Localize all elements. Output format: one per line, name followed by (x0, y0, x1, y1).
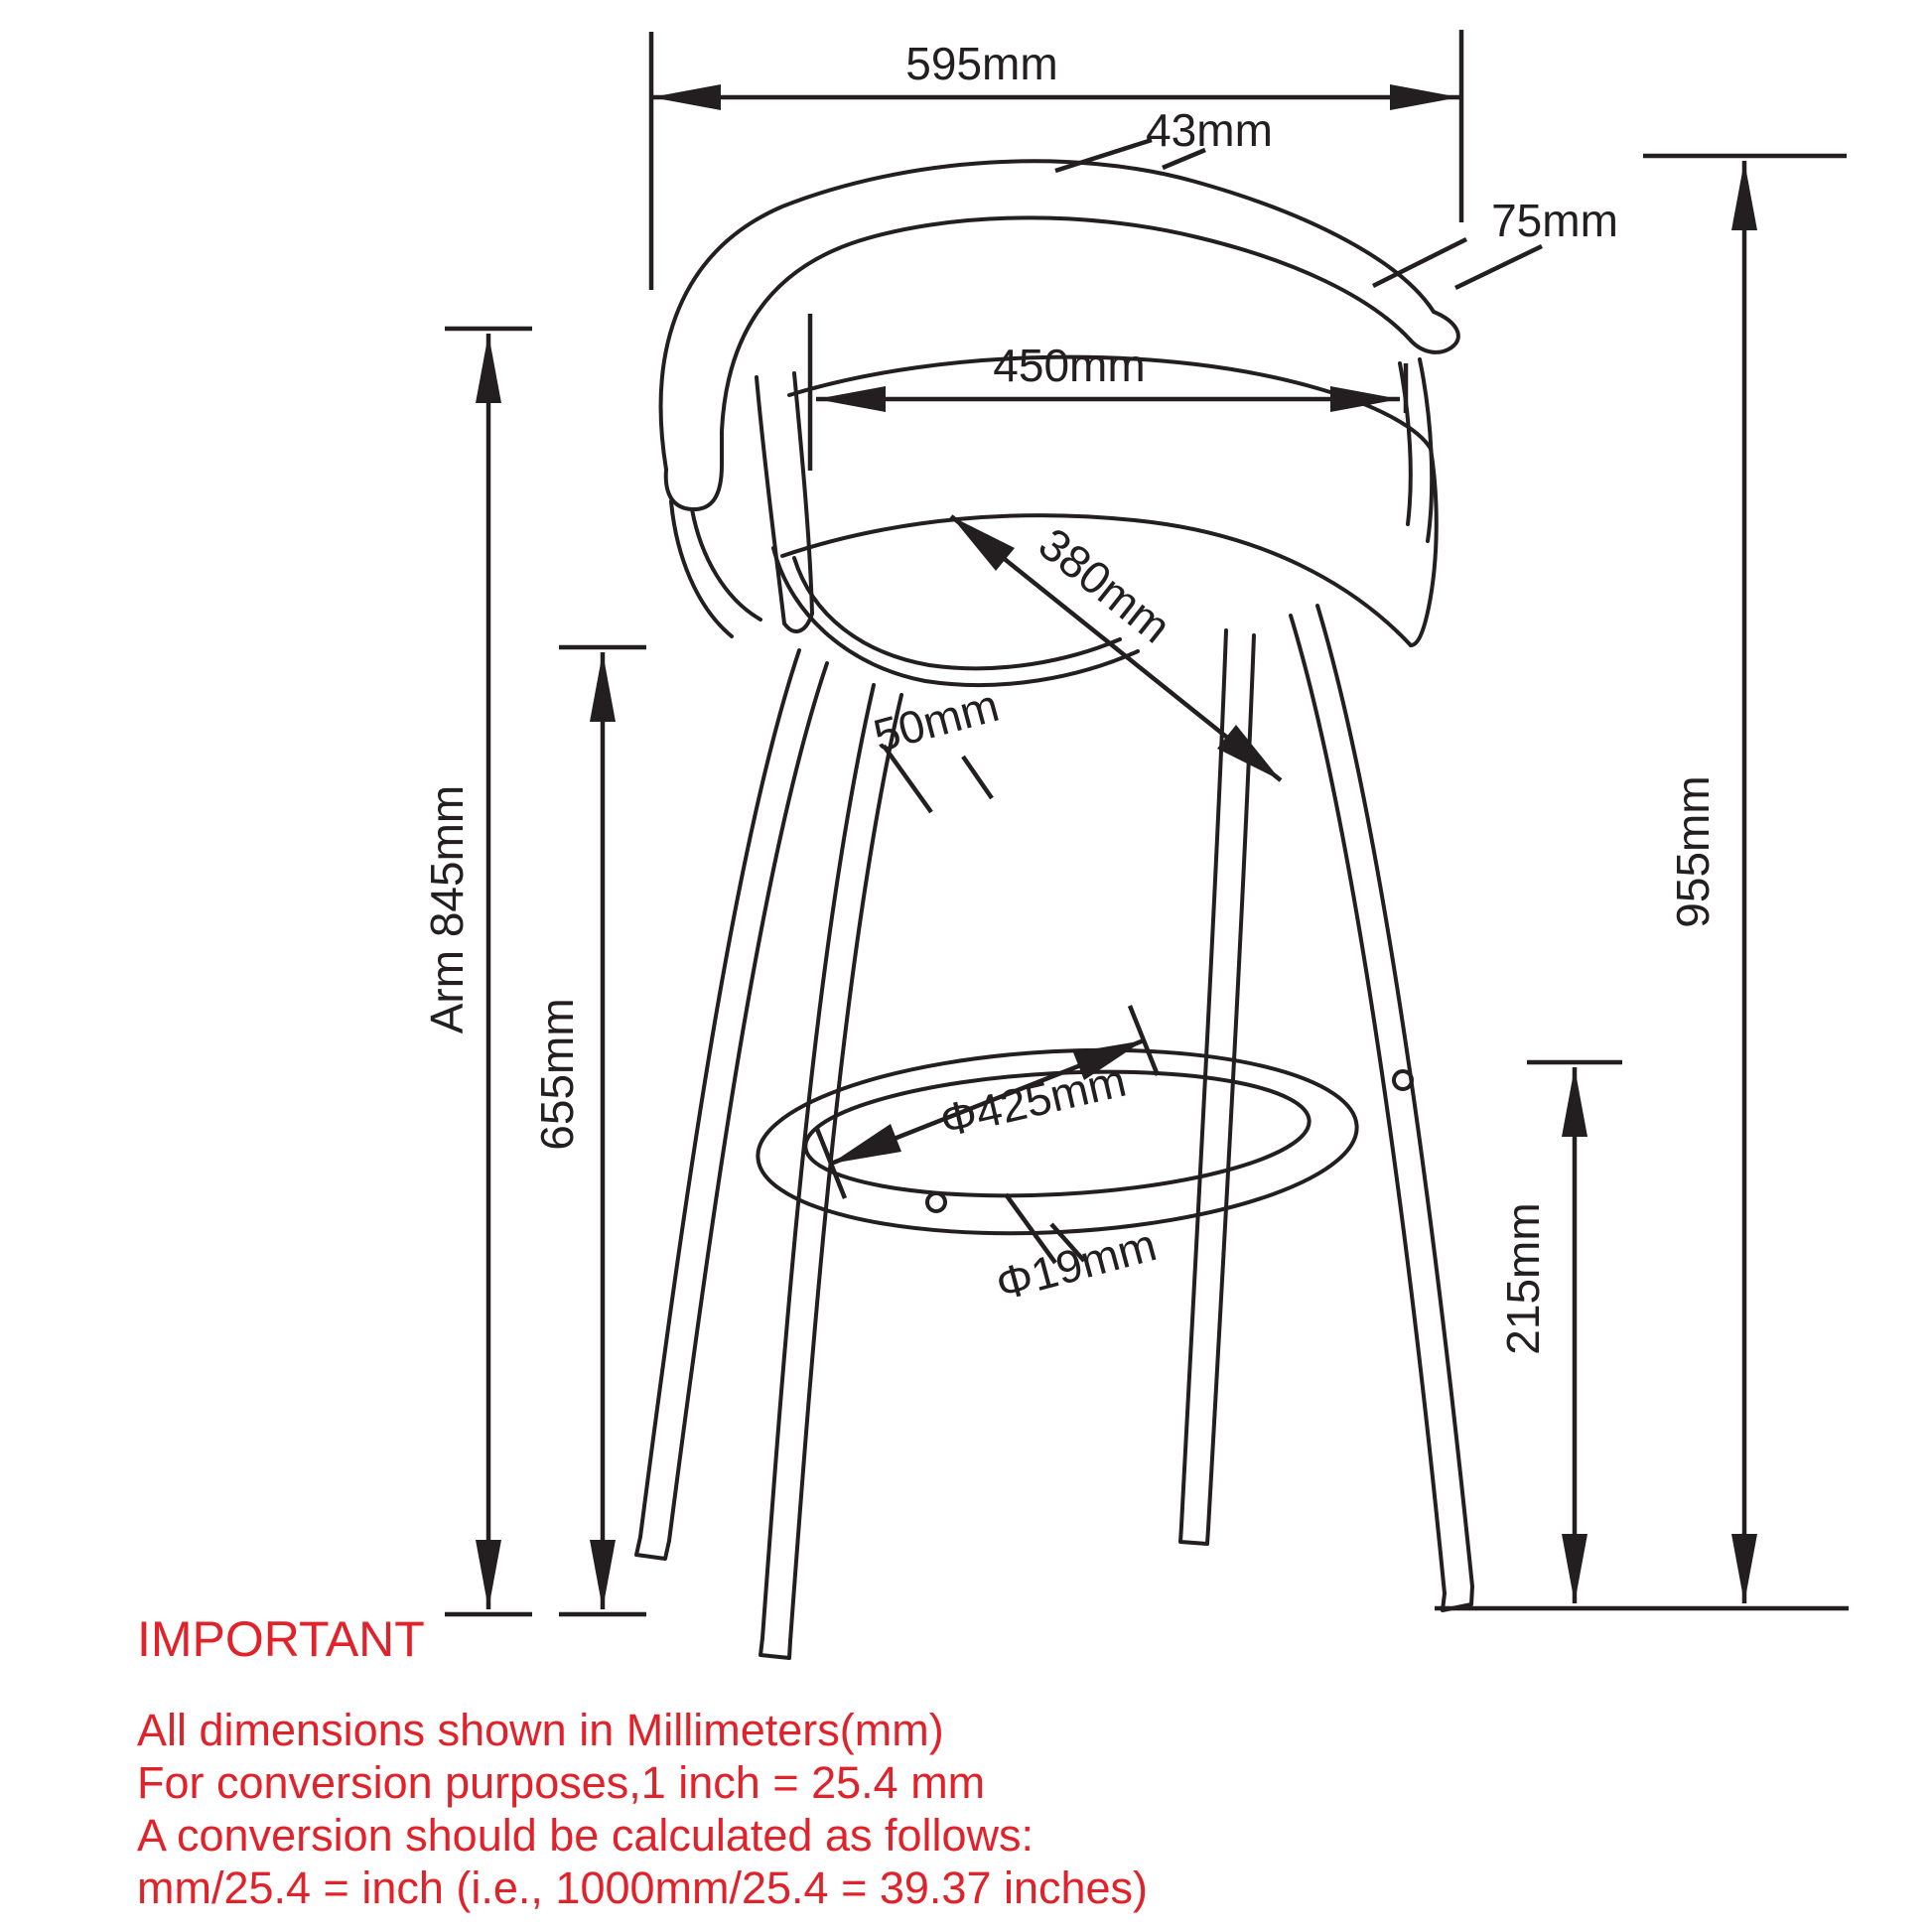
dim-arm-height (421, 329, 532, 1614)
notes-line-conversion-method: A conversion should be calculated as follows: (137, 1810, 1035, 1861)
dim-label-overall-height: 955mm (1667, 775, 1719, 928)
back-right-leg (1180, 630, 1254, 1544)
dim-label-footring-height: 215mm (1497, 1202, 1549, 1355)
back-left-leg (636, 650, 827, 1559)
dim-label-arm-height: Arm 845mm (421, 784, 473, 1035)
dim-label-overall-width: 595mm (905, 38, 1058, 89)
dim-footring-height (1497, 1062, 1622, 1603)
dim-label-seat-height: 655mm (531, 998, 583, 1151)
dim-back-thickness (1055, 104, 1273, 171)
dim-label-inner-seat-width: 450mm (993, 340, 1146, 391)
dim-inner-seat-width (810, 314, 1406, 471)
footring-screw-icon (927, 1193, 945, 1211)
notes-line-conversion-example: mm/25.4 = inch (i.e., 1000mm/25.4 = 39.37 inches) (137, 1863, 1149, 1913)
dim-label-seat-depth: 380mm (1029, 517, 1181, 653)
notes-line-units: All dimensions shown in Millimeters(mm) (137, 1705, 944, 1755)
notes-heading: IMPORTANT (137, 1611, 425, 1667)
dim-arm-depth (1373, 195, 1618, 288)
dim-label-footring-tube: Φ19mm (990, 1218, 1163, 1311)
dim-label-leg-width: 50mm (868, 678, 1005, 762)
dim-label-footring-diameter: Φ425mm (934, 1053, 1131, 1148)
dim-seat-height (531, 647, 646, 1614)
dim-leg-width (868, 679, 1004, 812)
dim-label-arm-depth: 75mm (1491, 195, 1618, 246)
notes-line-conversion-factor: For conversion purposes,1 inch = 25.4 mm (137, 1757, 986, 1808)
dim-label-back-thickness: 43mm (1146, 104, 1273, 156)
dim-seat-depth (951, 516, 1281, 780)
dim-footring-tube (991, 1194, 1162, 1311)
notes-section (137, 1610, 1527, 1914)
front-right-leg (1291, 606, 1472, 1610)
leg-screw-icon (1394, 1071, 1412, 1089)
dim-overall-height (1435, 156, 1849, 1608)
